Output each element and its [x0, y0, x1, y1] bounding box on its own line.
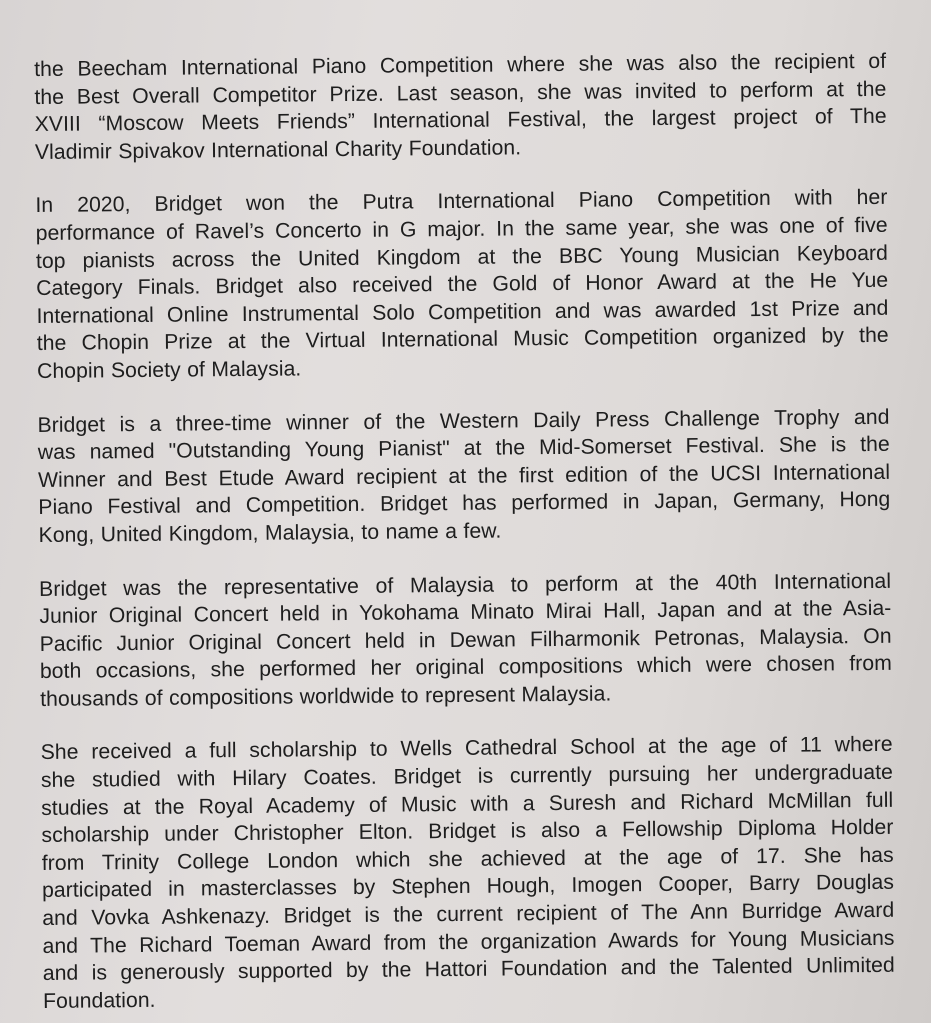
text-line: the Chopin Prize at the Virtual International Music Competition organized by the: [36, 324, 889, 356]
biography-text: [34, 48, 895, 1023]
text-line: she studied with Hilary Coates. Bridget is currently pursuing her undergraduate: [40, 760, 894, 793]
text-line: was named "Outstanding Young Pianist" at the Mid-Somerset Festival. She is the: [37, 432, 890, 465]
text-line: and The Richard Toeman Award from the organization Awards for Young Musicians: [42, 926, 895, 958]
paragraph-competitions-festival: [34, 48, 887, 167]
text-line: Kong, United Kingdom, Malaysia, to name a few.: [38, 519, 502, 547]
text-line: the Best Overall Competitor Prize. Last season, she was invited to perform at the: [34, 77, 887, 109]
text-line: thousands of compositions worldwide to represent Malaysia.: [40, 682, 612, 711]
text-line: Foundation.: [42, 988, 156, 1013]
text-line: top pianists across the United Kingdom at the BBC Young Musician Keyboard: [35, 241, 889, 273]
text-line: participated in masterclasses by Stephen Hough, Imogen Cooper, Barry Douglas: [41, 871, 895, 903]
text-line: XVIII “Moscow Meets Friends” International Festival, the largest project of The: [34, 105, 887, 137]
text-line: Category Finals. Bridget also received the Gold of Honor Award at the He Yue: [36, 268, 889, 301]
text-line: Pacific Junior Original Concert held in Dewan Filharmonik Petronas, Malaysia. On: [39, 624, 892, 656]
text-line: both occasions, she performed her original compositions which were chosen from: [39, 652, 892, 684]
paragraph-malaysia-representative: [39, 567, 892, 713]
text-line: and is generously supported by the Hattori Foundation and the Talented Unlimited: [42, 953, 895, 986]
text-line: Bridget is a three-time winner of the Western Daily Press Challenge Trophy and: [37, 405, 890, 437]
paragraph-2020-awards: [35, 184, 889, 385]
text-line: In 2020, Bridget won the Putra International Piano Competition with her: [35, 186, 888, 218]
text-line: Winner and Best Etude Award recipient at the first edition of the UCSI International: [37, 460, 891, 492]
text-line: Piano Festival and Competition. Bridget has performed in Japan, Germany, Hong: [38, 488, 891, 520]
text-line: She received a full scholarship to Wells Cathedral School at the age of 11 where: [40, 733, 893, 765]
text-line: scholarship under Christopher Elton. Bridget is also a Fellowship Diploma Holder: [41, 816, 894, 848]
paragraph-education-support: [41, 731, 896, 1015]
text-line: and Vovka Ashkenazy. Bridget is the current recipient of The Ann Burridge Award: [42, 898, 895, 930]
text-line: from Trinity College London which she achieved at the age of 17. She has: [41, 843, 894, 875]
text-line: International Online Instrumental Solo Competition and was awarded 1st Prize and: [36, 296, 889, 328]
text-line: Junior Original Concert held in Yokohama Minato Mirai Hall, Japan and at the Asia-: [39, 596, 892, 629]
paragraph-trophies-performances: [37, 403, 890, 549]
text-line: the Beecham International Piano Competition where she was also the recipient of: [34, 49, 887, 81]
text-line: studies at the Royal Academy of Music with a Suresh and Richard McMillan full: [41, 788, 894, 820]
text-line: performance of Ravel’s Concerto in G major. In the same year, she was one of five: [35, 213, 888, 245]
text-line: Vladimir Spivakov International Charity Foundation.: [34, 136, 522, 164]
text-line: Bridget was the representative of Malaysia to perform at the 40th International: [39, 569, 892, 601]
text-line: Chopin Society of Malaysia.: [36, 357, 302, 383]
